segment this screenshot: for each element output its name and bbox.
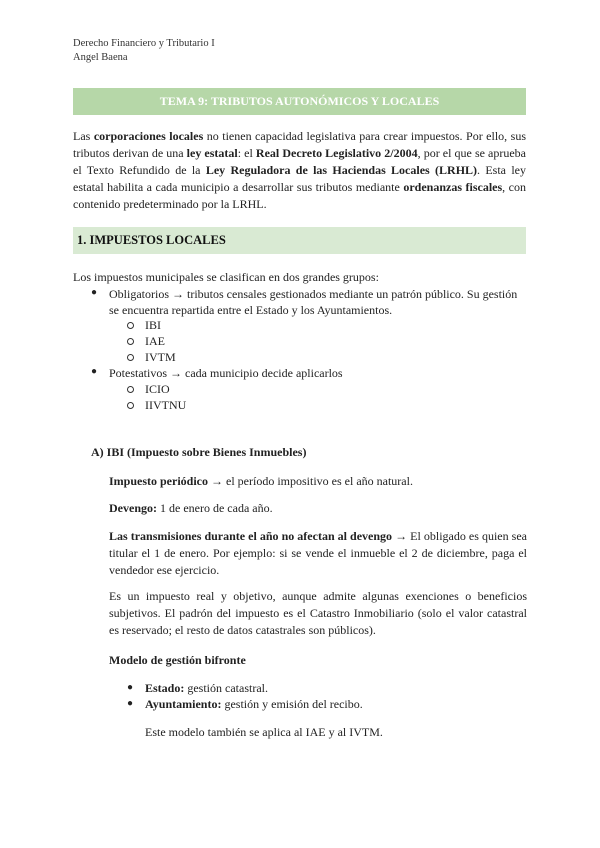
bullet-icon: ●	[127, 698, 134, 709]
subsection-heading: A) IBI (Impuesto sobre Bienes Inmuebles)	[91, 445, 307, 459]
page-title: TEMA 9: TRIBUTOS AUTONÓMICOS Y LOCALES	[73, 88, 526, 115]
section-lead: Los impuestos municipales se clasifican en dos grandes grupos:	[73, 270, 379, 284]
circle-bullet-icon	[127, 338, 134, 345]
group1-line: se encuentra repartida entre el Estado y los Ayuntamientos.	[109, 303, 393, 317]
section-heading: 1. IMPUESTOS LOCALES	[73, 227, 526, 254]
circle-bullet-icon	[127, 402, 134, 409]
list-item: Ayuntamiento: gestión y emisión del recibo.	[145, 697, 363, 711]
list-item: IBI	[145, 318, 161, 332]
bullet-icon: ●	[91, 287, 98, 298]
list-item: ICIO	[145, 382, 170, 396]
header-course: Derecho Financiero y Tributario I	[73, 38, 215, 49]
ibi-paragraph: Es un impuesto real y objetivo, aunque admite algunas exenciones o beneficios subjetivos. El padrón del impuesto es el Catastro Inmobiliario (solo el valor catastral es reservado; el resto de datos catastrales son públicos).	[109, 589, 527, 637]
ibi-paragraph: Devengo: 1 de enero de cada año.	[109, 501, 273, 515]
ibi-paragraph: Las transmisiones durante el año no afectan al devengo → El obligado es quien sea titular el 1 de enero. Por ejemplo: si se vende el inmueble el 2 de diciembre, paga el vendedor ese ejercicio.	[109, 529, 527, 577]
group2-line: Potestativos → cada municipio decide aplicarlos	[109, 366, 343, 380]
list-item: IVTM	[145, 350, 176, 364]
circle-bullet-icon	[127, 386, 134, 393]
bullet-icon: ●	[91, 366, 98, 377]
list-item: IIVTNU	[145, 398, 187, 412]
header-author: Angel Baena	[73, 52, 128, 63]
closing-note: Este modelo también se aplica al IAE y al IVTM.	[145, 725, 383, 739]
intro-paragraph: Las corporaciones locales no tienen capacidad legislativa para crear impuestos. Por ello, sus tributos derivan de una ley estatal: el Real Decreto Legislativo 2/2004, por el que se aprueba el Texto Refundido de la Ley Reguladora de las Haciendas Locales (LRHL). Esta ley estatal habilita a cada municipio a desarrollar sus tributos mediante ordenanzas fiscales, con contenido predeterminado por la LRHL.	[73, 129, 527, 211]
list-item: Estado: gestión catastral.	[145, 681, 268, 695]
circle-bullet-icon	[127, 354, 134, 361]
model-heading: Modelo de gestión bifronte	[109, 653, 246, 667]
group1-line: Obligatorios → tributos censales gestionados mediante un patrón público. Su gestión	[109, 287, 518, 301]
ibi-paragraph: Impuesto periódico → el período impositivo es el año natural.	[109, 474, 413, 488]
circle-bullet-icon	[127, 322, 134, 329]
list-item: IAE	[145, 334, 165, 348]
bullet-icon: ●	[127, 682, 134, 693]
